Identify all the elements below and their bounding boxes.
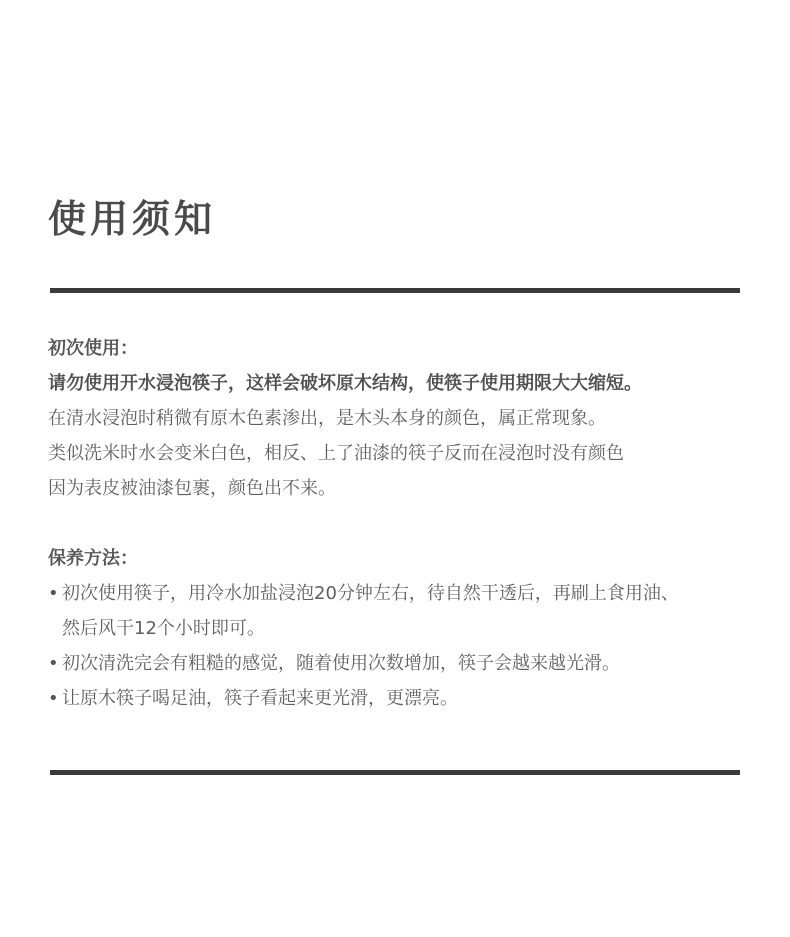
care-item-text: 让原木筷子喝足油，筷子看起来更光滑，更漂亮。 — [62, 688, 458, 709]
notice-content — [48, 331, 748, 716]
first-use-line: 类似洗米时水会变米白色，相反、上了油漆的筷子反而在浸泡时没有颜色 — [48, 443, 624, 464]
care-item-text: 初次使用筷子，用冷水加盐浸泡20分钟左右，待自然干透后，再刷上食用油、 — [62, 583, 679, 604]
bullet-icon: • — [48, 583, 59, 604]
bullet-icon: • — [48, 653, 59, 674]
first-use-line: 在清水浸泡时稍微有原木色素渗出，是木头本身的颜色，属正常现象。 — [48, 408, 606, 429]
care-item-text: 初次清洗完会有粗糙的感觉，随着使用次数增加，筷子会越来越光滑。 — [62, 653, 620, 674]
care-item — [48, 646, 748, 681]
bottom-divider — [50, 770, 740, 775]
first-use-heading: 初次使用： — [48, 338, 138, 359]
bullet-icon: • — [48, 688, 59, 709]
top-divider — [50, 288, 740, 293]
care-item-continuation: 然后风干12个小时即可。 — [62, 618, 265, 639]
page-title: 使用须知 — [48, 197, 217, 241]
section-gap — [48, 506, 748, 541]
first-use-warning: 请勿使用开水浸泡筷子，这样会破坏原木结构，使筷子使用期限大大缩短。 — [48, 373, 642, 394]
first-use-line: 因为表皮被油漆包裹，颜色出不来。 — [48, 478, 336, 499]
care-heading: 保养方法： — [48, 548, 138, 569]
care-item — [48, 576, 748, 611]
care-item — [48, 681, 748, 716]
